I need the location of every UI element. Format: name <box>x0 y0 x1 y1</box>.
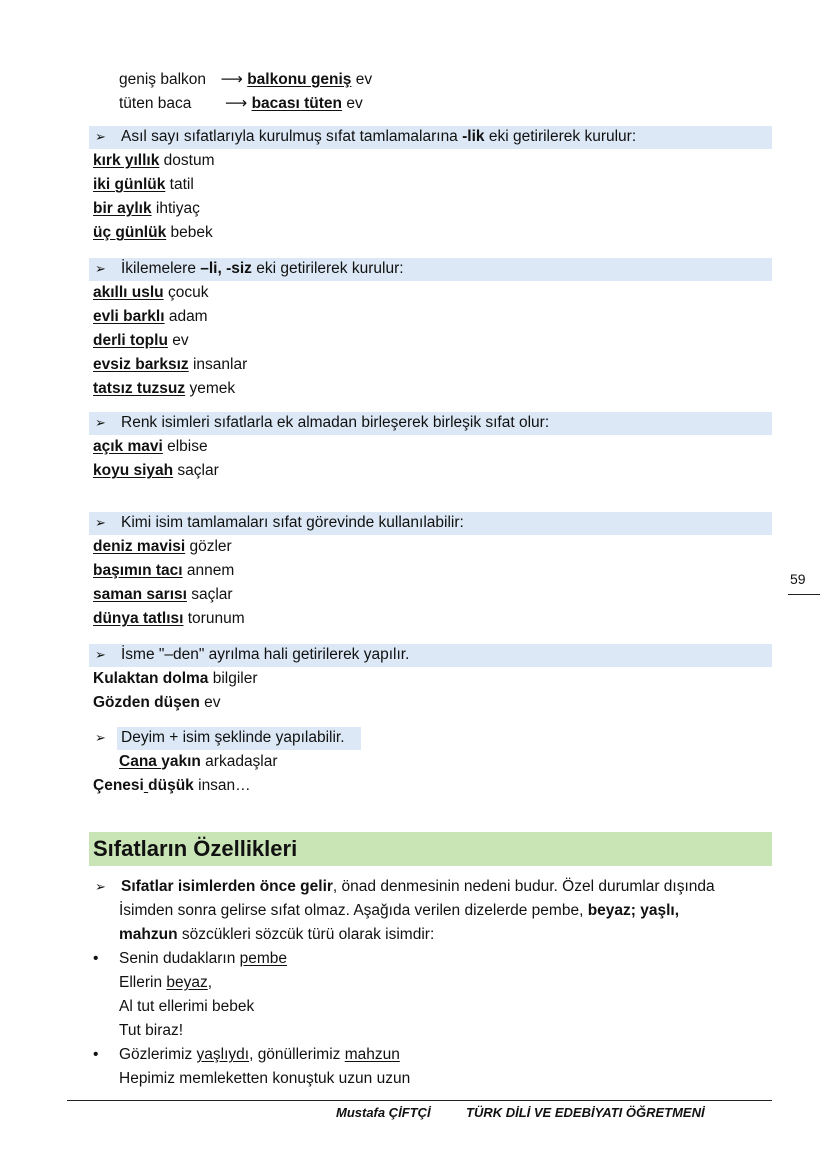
arrow-bullet-icon: ➢ <box>95 879 106 894</box>
intro-line <box>119 93 363 115</box>
feature-line <box>119 924 434 946</box>
feature-bold: beyaz; yaşlı, <box>587 902 680 919</box>
example-line <box>93 354 247 376</box>
bullet-text: Kimi isim tamlamaları sıfat görevinde kullanılabilir: <box>121 514 464 531</box>
example-bold: tatsız tuzsuz <box>93 380 186 397</box>
bullet-text: İkilemelere <box>121 260 201 277</box>
bullet-text: Renk isimleri sıfatlarla ek almadan birleşerek birleşik sıfat olur: <box>121 414 550 431</box>
poem-text: Al tut ellerimi bebek <box>119 998 255 1015</box>
poem-text: Tut biraz! <box>119 1022 184 1039</box>
feature-bold: Sıfatlar isimlerden önce gelir <box>121 878 333 895</box>
feature-text: İsimden sonra gelirse sıfat olmaz. Aşağıda verilen dizelerde pembe, <box>119 902 588 919</box>
example-tail: yemek <box>185 380 236 397</box>
poem-text: Gözlerimiz <box>119 1046 197 1063</box>
example-line <box>93 222 213 244</box>
poem-line <box>119 1068 410 1090</box>
poem-underlined: beyaz <box>166 974 208 991</box>
poem-line <box>93 1044 400 1066</box>
example-bold: yakın <box>161 753 201 770</box>
example-line <box>93 282 208 304</box>
example-tail: elbise <box>162 438 208 455</box>
feature-text: sözcükleri sözcük türü olarak isimdir: <box>177 926 435 943</box>
example-line <box>93 174 194 196</box>
arrow-bullet-icon: ➢ <box>95 730 106 745</box>
dot-bullet-icon: • <box>93 1046 99 1063</box>
example-line <box>93 436 208 458</box>
bullet-bold: –li, -siz <box>200 260 252 277</box>
example-line <box>93 536 232 558</box>
intro-tail: ev <box>351 71 373 88</box>
example-bold: iki günlük <box>93 176 166 193</box>
bullet-bold: -lik <box>462 128 485 145</box>
example-bold: açık mavi <box>93 438 163 455</box>
example-tail: saçlar <box>173 462 219 479</box>
section-bullet <box>95 727 345 749</box>
example-line <box>93 378 235 400</box>
example-line <box>93 668 258 690</box>
example-line <box>93 560 234 582</box>
example-bold: düşük <box>148 777 194 794</box>
feature-line <box>95 876 715 898</box>
poem-line <box>93 948 287 970</box>
arrow-bullet-icon: ➢ <box>95 129 106 144</box>
poem-line <box>119 996 254 1018</box>
example-tail: bebek <box>166 224 213 241</box>
feature-bold: mahzun <box>119 926 178 943</box>
example-tail: bilgiler <box>208 670 258 687</box>
section-bullet <box>95 512 464 534</box>
page-number: 59 <box>790 571 806 587</box>
example-tail: adam <box>164 308 208 325</box>
poem-text: Ellerin <box>119 974 167 991</box>
example-line <box>93 330 189 352</box>
section-bullet <box>95 258 404 280</box>
footer-title: TÜRK DİLİ VE EDEBİYATI ÖĞRETMENİ <box>466 1105 705 1120</box>
section-heading: Sıfatların Özellikleri <box>89 832 772 866</box>
poem-text: , gönüllerimiz <box>249 1046 345 1063</box>
example-bold: üç günlük <box>93 224 167 241</box>
section-bullet <box>95 126 636 148</box>
example-bold: Cana <box>119 753 162 770</box>
bullet-text: eki getirilerek kurulur: <box>484 128 637 145</box>
poem-text: Hepimiz memleketten konuştuk uzun uzun <box>119 1070 411 1087</box>
intro-plain: tüten baca <box>119 95 192 112</box>
arrow-bullet-icon: ➢ <box>95 515 106 530</box>
section-bullet <box>95 412 549 434</box>
bullet-text: eki getirilerek kurulur: <box>251 260 404 277</box>
intro-plain: geniş balkon <box>119 71 207 88</box>
example-tail: insan… <box>193 777 251 794</box>
example-tail: saçlar <box>186 586 233 603</box>
example-bold: evli barklı <box>93 308 165 325</box>
poem-text: , <box>207 974 213 991</box>
poem-text: Senin dudakların <box>119 950 240 967</box>
intro-tail: ev <box>342 95 363 112</box>
bullet-text: Deyim + isim şeklinde yapılabilir. <box>121 729 345 746</box>
intro-bold: balkonu geniş <box>247 71 352 88</box>
intro-line <box>119 69 372 91</box>
example-bold: dünya tatlısı <box>93 610 184 627</box>
example-line <box>93 608 245 630</box>
example-bold: saman sarısı <box>93 586 187 603</box>
footer-author: Mustafa ÇİFTÇİ <box>336 1105 431 1120</box>
feature-line <box>119 900 679 922</box>
example-tail: ihtiyaç <box>151 200 200 217</box>
feature-text: , önad denmesinin nedeni budur. Özel durumlar dışında <box>332 878 715 895</box>
intro-bold: bacası tüten <box>251 95 343 112</box>
example-bold: akıllı uslu <box>93 284 164 301</box>
example-tail: insanlar <box>188 356 248 373</box>
example-line <box>93 198 200 220</box>
arrow-bullet-icon: ➢ <box>95 647 106 662</box>
example-line <box>93 460 219 482</box>
example-line <box>119 751 278 773</box>
example-tail: ev <box>167 332 189 349</box>
dot-bullet-icon: • <box>93 950 99 967</box>
example-bold: koyu siyah <box>93 462 174 479</box>
example-tail: dostum <box>159 152 215 169</box>
example-tail: tatil <box>165 176 194 193</box>
arrow-bullet-icon: ➢ <box>95 415 106 430</box>
footer-rule <box>67 1100 772 1101</box>
example-line <box>93 692 220 714</box>
example-tail: annem <box>182 562 235 579</box>
bullet-text: İsme "–den" ayrılma hali getirilerek yapılır. <box>121 646 410 663</box>
example-bold: Gözden düşen <box>93 694 200 711</box>
poem-underlined: pembe <box>239 950 288 967</box>
example-bold: derli toplu <box>93 332 168 349</box>
example-tail: gözler <box>185 538 232 555</box>
arrow-icon: ⟶ <box>225 95 248 112</box>
example-bold: Kulaktan dolma <box>93 670 209 687</box>
bullet-text: Asıl sayı sıfatlarıyla kurulmuş sıfat tamlamalarına <box>121 128 463 145</box>
example-bold: kırk yıllık <box>93 152 160 169</box>
example-bold: bir aylık <box>93 200 152 217</box>
arrow-icon: ⟶ <box>220 71 243 88</box>
example-tail: çocuk <box>163 284 209 301</box>
poem-underlined: yaşlıydı <box>196 1046 250 1063</box>
example-tail: arkadaşlar <box>200 753 278 770</box>
example-line <box>93 584 233 606</box>
arrow-bullet-icon: ➢ <box>95 261 106 276</box>
example-line <box>93 306 208 328</box>
page-number-rule <box>788 594 820 595</box>
poem-line <box>119 1020 183 1042</box>
example-bold: başımın tacı <box>93 562 183 579</box>
example-tail: ev <box>199 694 221 711</box>
example-tail: torunum <box>183 610 245 627</box>
poem-underlined: mahzun <box>344 1046 400 1063</box>
example-bold: Çenesi <box>93 777 144 794</box>
example-line <box>93 775 251 797</box>
poem-line <box>119 972 212 994</box>
section-bullet <box>95 644 409 666</box>
example-line <box>93 150 215 172</box>
example-bold: deniz mavisi <box>93 538 186 555</box>
example-bold: evsiz barksız <box>93 356 189 373</box>
